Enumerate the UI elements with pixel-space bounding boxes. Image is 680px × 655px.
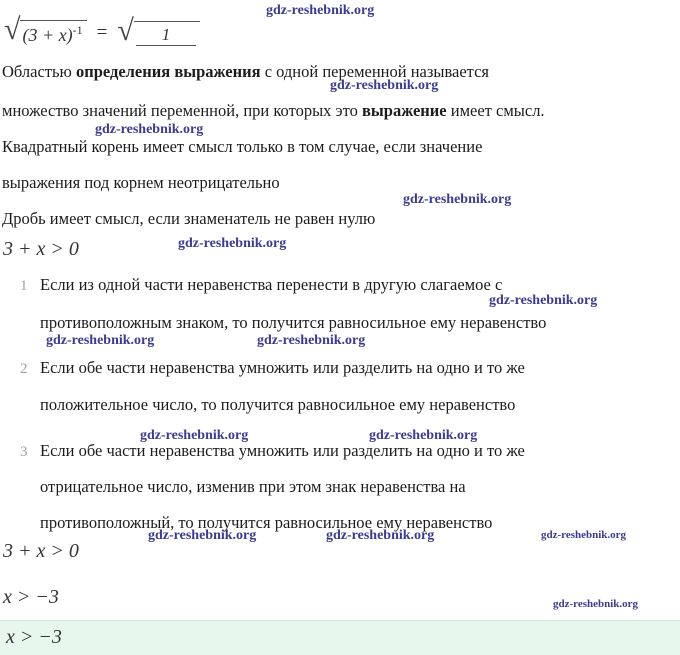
fraction-rule: Дробь имеет смысл, если знаменатель не равен нулю: [2, 209, 376, 228]
watermark-5: gdz-reshebnik.org: [489, 293, 598, 308]
rule-3-line-3: противоположный, то получится равносильное ему неравенство: [40, 513, 493, 532]
watermark-3: gdz-reshebnik.org: [403, 192, 512, 207]
sqrt-rule-line-1: Квадратный корень имеет смысл только в том случае, если значение: [2, 137, 483, 156]
radical-left-exponent: -1: [72, 23, 83, 37]
inequality-1: 3 + x > 0: [3, 238, 79, 260]
rule-3-line-2: отрицательное число, изменив при этом знак неравенства на: [40, 477, 466, 496]
watermark-9: gdz-reshebnik.org: [369, 428, 478, 443]
watermark-13: gdz-reshebnik.org: [553, 598, 639, 610]
formula-top: [4, 13, 200, 47]
radical-sign-icon: √: [4, 13, 21, 46]
radical-sign-icon: √: [117, 13, 134, 47]
fraction: [136, 25, 197, 45]
rule-2-marker: 2: [20, 361, 28, 377]
rule-3-marker: 3: [20, 444, 28, 460]
inequality-3: x > −3: [3, 586, 59, 608]
definition-line-1-part-3: с одной переменной называется: [260, 62, 490, 81]
radical-left: [4, 13, 87, 46]
radical-left-body: [20, 20, 86, 46]
watermark-8: gdz-reshebnik.org: [140, 428, 249, 443]
watermark-10: gdz-reshebnik.org: [148, 528, 257, 543]
watermark-12: gdz-reshebnik.org: [541, 529, 627, 541]
watermark-4: gdz-reshebnik.org: [178, 236, 287, 251]
radical-right: [117, 13, 200, 47]
definition-line-2: [2, 101, 545, 121]
definition-line-2-part-3: имеет смысл.: [446, 101, 545, 120]
equals-sign: =: [96, 22, 108, 43]
answer-text: x > −3: [6, 626, 62, 648]
watermark-7: gdz-reshebnik.org: [257, 333, 366, 348]
definition-line-1-part-1: Областью: [2, 62, 76, 81]
watermark-11: gdz-reshebnik.org: [326, 528, 435, 543]
inequality-2: 3 + x > 0: [3, 540, 79, 562]
watermark-0: gdz-reshebnik.org: [266, 3, 375, 18]
definition-line-1-bold: определения выражения: [75, 62, 261, 81]
rule-1-line-1: Если из одной части неравенства перенести в другую слагаемое с: [40, 275, 503, 294]
watermark-2: gdz-reshebnik.org: [95, 122, 204, 137]
definition-line-2-bold: выражение: [362, 101, 447, 120]
definition-line-1: [2, 62, 489, 82]
rule-1-line-2: противоположным знаком, то получится равносильное ему неравенство: [40, 313, 547, 332]
rule-2-line-2: положительное число, то получится равносильное ему неравенство: [40, 395, 516, 414]
sqrt-rule-line-2: выражения под корнем неотрицательно: [2, 173, 280, 192]
watermark-6: gdz-reshebnik.org: [46, 333, 155, 348]
radical-left-expression: (3 + x): [22, 25, 73, 45]
rule-3-line-1: Если обе части неравенства умножить или разделить на одно и то же: [40, 441, 525, 460]
watermark-1: gdz-reshebnik.org: [330, 78, 439, 93]
fraction-numerator: 1: [136, 25, 197, 46]
radical-right-body: [134, 21, 201, 46]
answer-box: [0, 620, 680, 655]
rule-1-marker: 1: [20, 278, 28, 294]
rule-2-line-1: Если обе части неравенства умножить или разделить на одно и то же: [40, 358, 525, 377]
definition-line-2-part-1: множество значений переменной, при которых это: [2, 101, 362, 120]
